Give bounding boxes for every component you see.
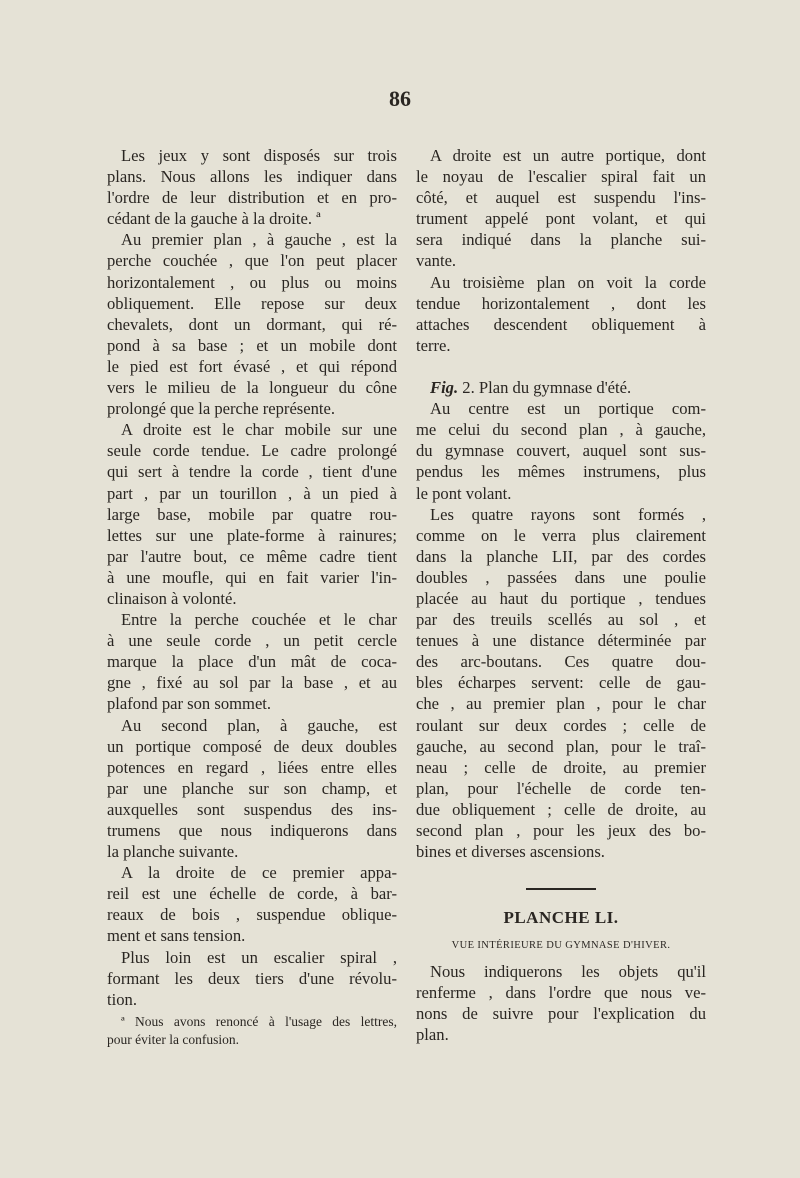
text-line: A droite est un autre portique, dont	[430, 146, 706, 165]
footnote-line: pour éviter la confusion.	[107, 1032, 239, 1047]
text-line: plan, pour l'échelle de corde ten-	[416, 778, 706, 798]
plate-subtitle: VUE INTÉRIEURE DU GYMNASE D'HIVER.	[451, 940, 671, 952]
text-line: tendue horizontalement , dont les	[416, 293, 706, 313]
text-line: vante.	[416, 251, 457, 271]
text-line: bles écharpes servent: celle de gau-	[416, 673, 706, 693]
text-line: me celui du second plan , à gauche,	[416, 420, 706, 440]
section-divider	[526, 888, 596, 890]
text-line: reil est une échelle de corde, à bar-	[107, 884, 397, 904]
text-line: nons de suivre pour l'explication du	[416, 1004, 706, 1024]
text-line: A la droite de ce premier appa-	[121, 863, 397, 883]
text-line: potences en regard , liées entre elles	[107, 757, 397, 777]
text-line: bines et diverses ascensions.	[416, 842, 605, 862]
text-line: à une seule corde , un petit cercle	[107, 631, 397, 651]
text-line: placée au haut du portique , tendues	[416, 588, 706, 608]
text-line: trument appelé pont volant, et qui	[416, 209, 706, 229]
text-line: des arc-boutans. Ces quatre dou-	[416, 652, 706, 672]
text-line: ment et sans tension.	[107, 926, 246, 946]
figure-heading	[416, 377, 706, 398]
text-line: gauche, au second plan, pour le traî-	[416, 736, 706, 756]
text-line: A droite est le char mobile sur une	[121, 420, 397, 440]
text-line: Nous indiquerons les objets qu'il	[430, 962, 706, 982]
text-line: attaches descendent obliquement à	[416, 314, 706, 334]
text-line: pond à sa base ; et un mobile dont	[107, 335, 397, 355]
text-line: trumens que nous indiquerons dans	[107, 821, 397, 840]
text-line: Au centre est un portique com-	[430, 399, 706, 419]
text-line: tion.	[107, 989, 137, 1009]
text-line: reaux de bois , suspendue oblique-	[107, 905, 397, 925]
text-line: par une planche sur son champ, et	[107, 778, 397, 798]
text-line: la planche suivante.	[107, 842, 239, 862]
text-line: Au premier plan , à gauche , est la	[121, 230, 397, 250]
plate-title: PLANCHE LI.	[503, 908, 619, 928]
text-line: plans. Nous allons les indiquer dans	[107, 167, 397, 187]
text-line: neau ; celle de droite, au premier	[416, 757, 706, 777]
text-line: second plan , pour les jeux des bo-	[416, 821, 706, 840]
text-line: obliquement. Elle repose sur deux	[107, 293, 397, 313]
text-line: pendus les mêmes instrumens, plus	[416, 462, 706, 482]
text-line: le pied est fort évasé , et qui répond	[107, 356, 397, 376]
text-line: qui sert à tendre la corde , tient d'une	[107, 462, 397, 482]
text-line: par l'autre bout, ce même cadre tient	[107, 546, 397, 566]
text-line: chevalets, dont un dormant, qui ré-	[107, 314, 397, 334]
text-line: côté, et auquel est suspendu l'ins-	[416, 188, 706, 208]
text-line: renferme , dans l'ordre que nous ve-	[416, 983, 706, 1003]
text-line: plafond par son sommet.	[107, 694, 272, 714]
text-line: Les jeux y sont disposés sur trois	[121, 146, 397, 165]
text-line: che , au premier plan , pour le char	[416, 694, 706, 714]
text-line: Plus loin est un escalier spiral ,	[121, 947, 397, 967]
text-line: comme on le verra plus clairement	[416, 525, 706, 545]
text-line: perche couchée , que l'on peut placer	[107, 251, 397, 271]
text-line: par des treuils scellés au sol , et	[416, 610, 706, 630]
right-mid-text	[416, 398, 706, 862]
text-line: lettes sur une plate-forme à rainures;	[107, 525, 397, 545]
text-line: terre.	[416, 335, 451, 355]
text-line: gne , fixé au sol par la base , et au	[107, 673, 397, 693]
fig-caption: 2. Plan du gymnase d'été.	[458, 378, 632, 398]
text-line: Au second plan, à gauche, est	[121, 715, 397, 735]
right-top-text	[416, 145, 706, 356]
text-line: le pont volant.	[416, 483, 512, 503]
page-number: 86	[389, 86, 411, 111]
text-line: à une moufle, qui en fait varier l'in-	[107, 567, 397, 587]
text-line: vers le milieu de la longueur du cône	[107, 378, 397, 398]
text-line: un portique composé de deux doubles	[107, 736, 397, 756]
text-line: large base, mobile par quatre rou-	[107, 504, 397, 524]
text-line: le noyau de l'escalier spiral fait un	[416, 167, 706, 187]
text-line: marque la place d'un mât de coca-	[107, 652, 397, 672]
text-line: l'ordre de leur distribution et en pro-	[107, 188, 397, 208]
text-line: due obliquement ; celle de droite, au	[416, 799, 706, 819]
left-column	[107, 145, 397, 1010]
text-line: prolongé que la perche représente.	[107, 399, 336, 419]
footnote-line: ª Nous avons renoncé à l'usage des lettres,	[121, 1014, 397, 1029]
text-line: doubles , passées dans une poulie	[416, 567, 706, 587]
text-line: du gymnase couvert, auquel sont sus-	[416, 441, 706, 461]
text-line: sera indiqué dans la planche sui-	[416, 230, 706, 250]
text-line: Entre la perche couchée et le char	[121, 610, 397, 630]
text-line: cédant de la gauche à la droite. ª	[107, 209, 321, 229]
right-column	[416, 145, 706, 1046]
text-line: tenues à une distance déterminée par	[416, 631, 706, 651]
text-line: Au troisième plan on voit la corde	[430, 272, 706, 292]
text-line: plan.	[416, 1025, 449, 1045]
text-line: part , par un tourillon , à un pied à	[107, 483, 397, 503]
text-line: clinaison à volonté.	[107, 588, 237, 608]
text-line: formant les deux tiers d'une révolu-	[107, 968, 397, 988]
text-line: auxquelles sont suspendus des ins-	[107, 799, 397, 819]
text-line: roulant sur deux cordes ; celle de	[416, 715, 706, 735]
text-line: horizontalement , ou plus ou moins	[107, 272, 397, 292]
footnote	[107, 1013, 397, 1049]
right-bottom-text	[416, 961, 706, 1045]
fig-label: Fig.	[430, 378, 459, 398]
text-line: Les quatre rayons sont formés ,	[430, 504, 706, 524]
text-line: dans la planche LII, par des cordes	[416, 546, 706, 566]
text-line: seule corde tendue. Le cadre prolongé	[107, 441, 397, 461]
